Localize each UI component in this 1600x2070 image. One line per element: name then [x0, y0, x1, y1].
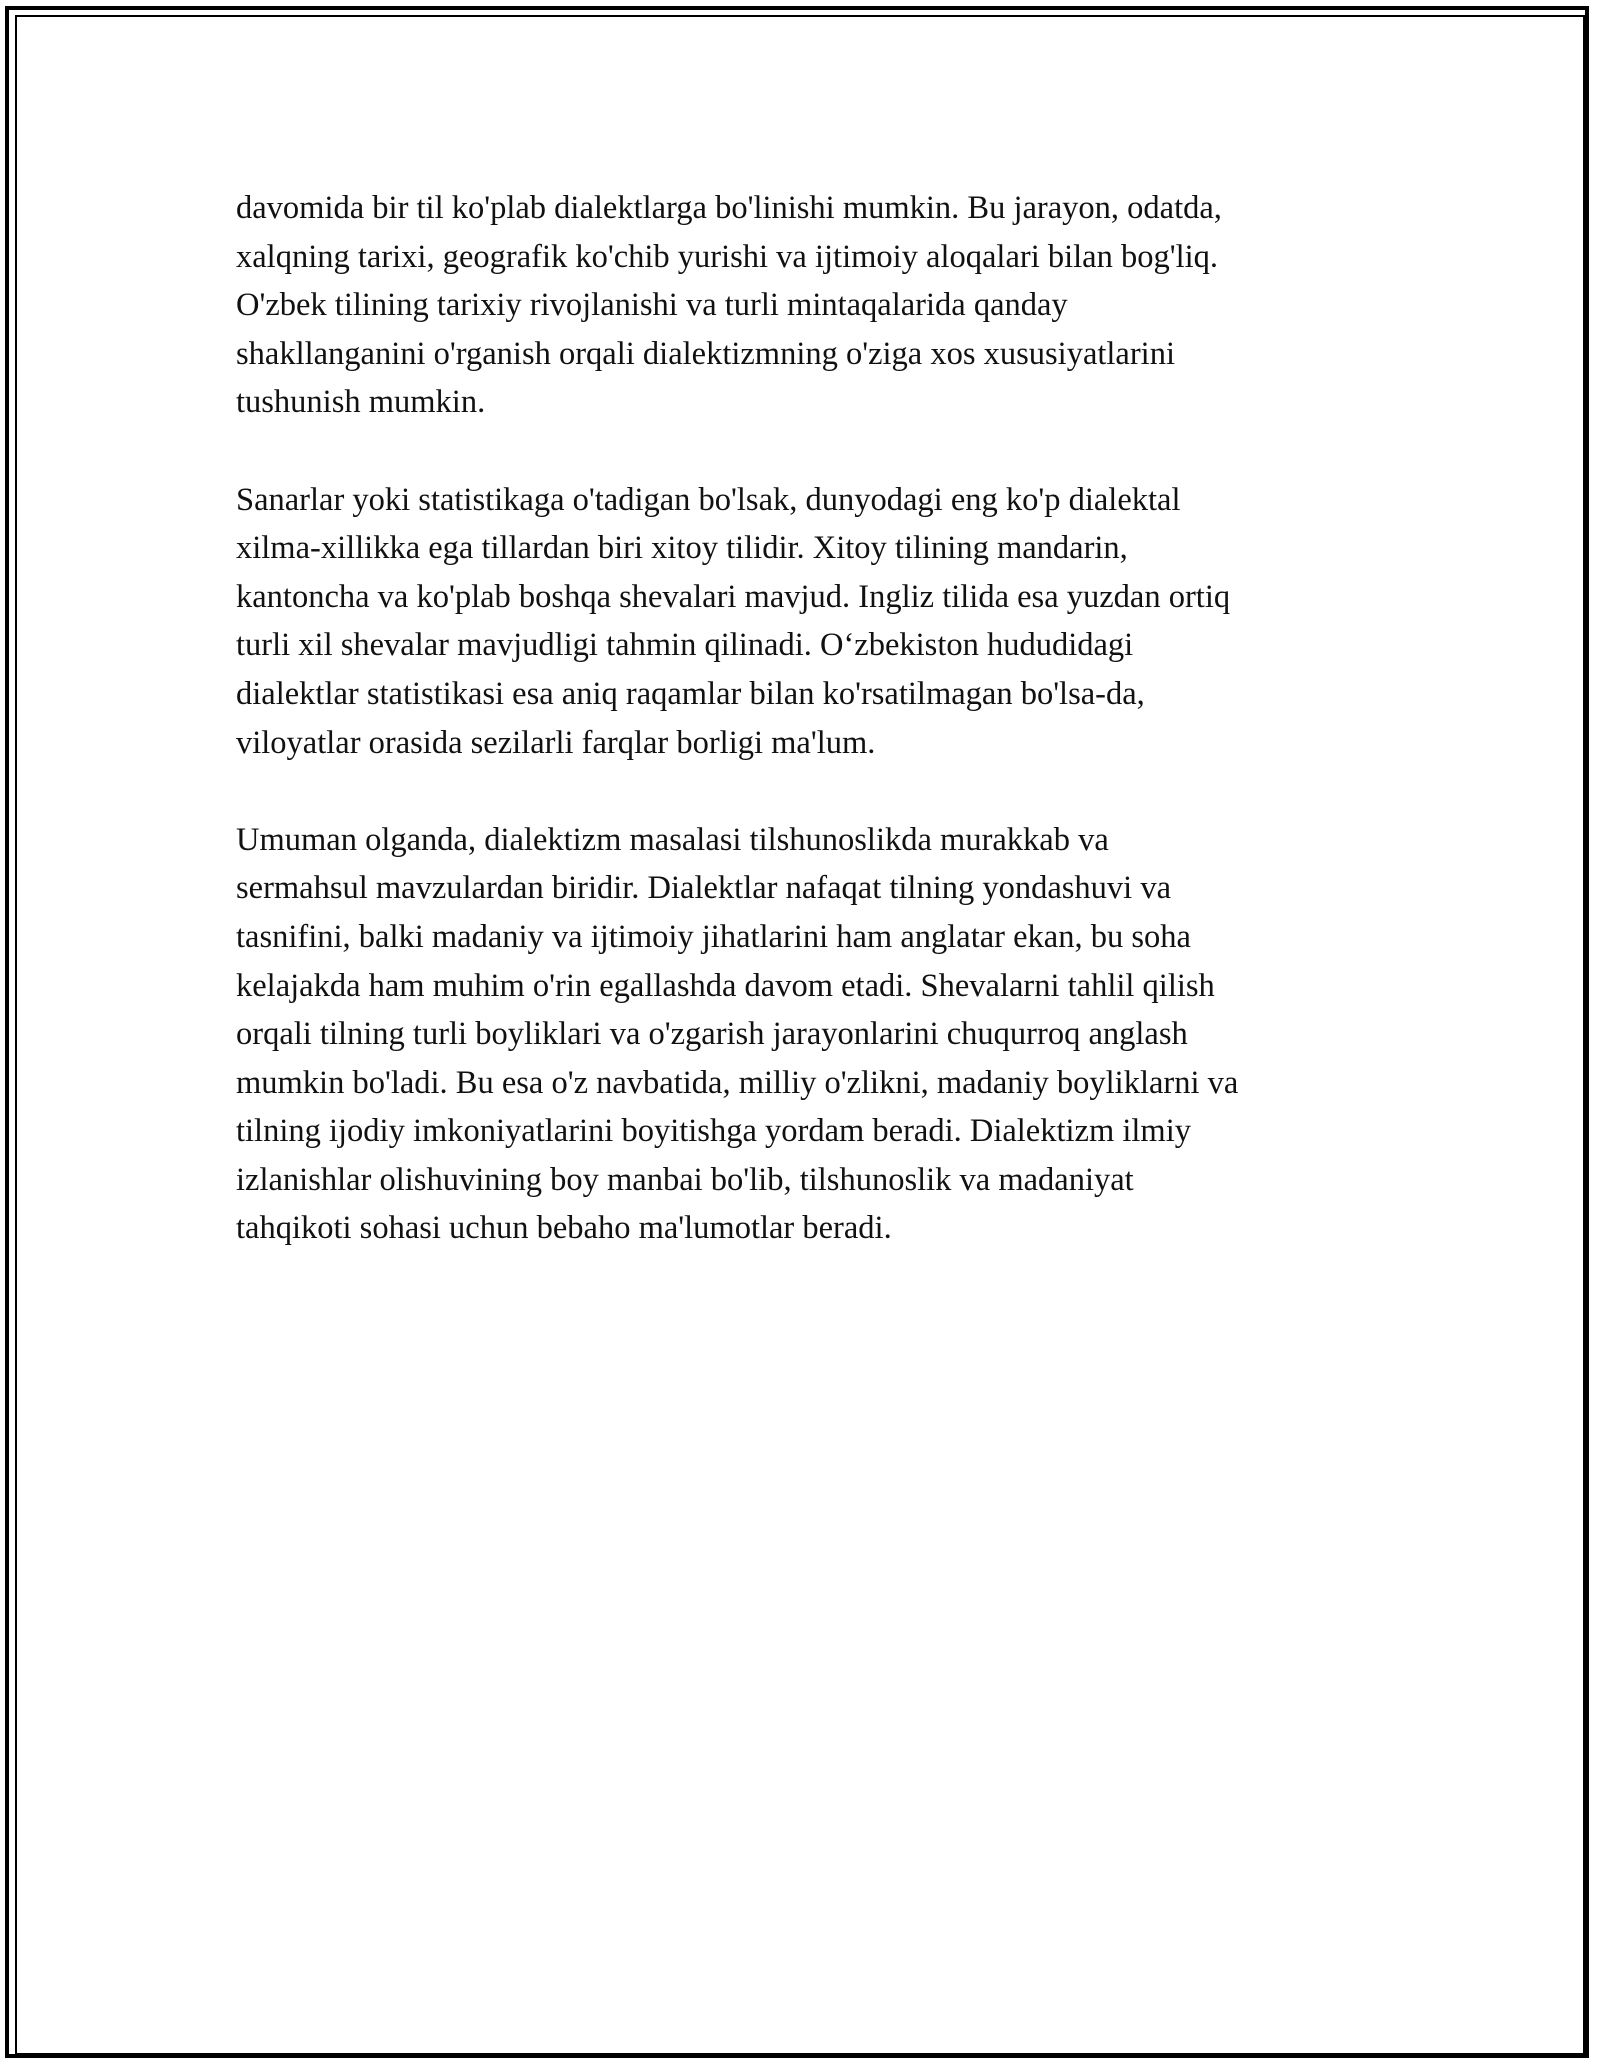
text-line: xilma-xillikka ega tillardan biri xitoy tilidir. Xitoy tilining mandarin, — [236, 530, 1128, 567]
paragraph-3 — [236, 816, 1386, 1253]
text-line: kelajakda ham muhim o'rin egallashda davom etadi. Shevalarni tahlil qilish — [236, 967, 1215, 1004]
text-line: izlanishlar olishuvining boy manbai bo'lib, tilshunoslik va madaniyat — [236, 1161, 1134, 1198]
text-line: shakllanganini o'rganish orqali dialektizmning o'ziga xos xususiyatlarini — [236, 335, 1175, 372]
document-body — [236, 184, 1386, 1253]
text-line: mumkin bo'ladi. Bu esa o'z navbatida, milliy o'zlikni, madaniy boyliklarni va — [236, 1064, 1239, 1101]
text-line: viloyatlar orasida sezilarli farqlar borligi ma'lum. — [236, 724, 876, 761]
text-line: dialektlar statistikasi esa aniq raqamlar bilan ko'rsatilmagan bo'lsa-da, — [236, 675, 1145, 712]
text-line: tushunish mumkin. — [236, 384, 486, 421]
text-line: tasnifini, balki madaniy va ijtimoiy jihatlarini ham anglatar ekan, bu soha — [236, 918, 1191, 955]
text-line: tilning ijodiy imkoniyatlarini boyitishga yordam beradi. Dialektizm ilmiy — [236, 1113, 1191, 1150]
text-line: kantoncha va ko'plab boshqa shevalari mavjud. Ingliz tilida esa yuzdan ortiq — [236, 578, 1231, 615]
text-line: xalqning tarixi, geografik ko'chib yurishi va ijtimoiy aloqalari bilan bog'liq. — [236, 238, 1218, 275]
paragraph-2 — [236, 476, 1386, 768]
text-line: turli xil shevalar mavjudligi tahmin qilinadi. O‘zbekiston hududidagi — [236, 627, 1134, 664]
text-line: O'zbek tilining tarixiy rivojlanishi va turli mintaqalarida qanday — [236, 287, 1068, 324]
text-line: davomida bir til ko'plab dialektlarga bo'linishi mumkin. Bu jarayon, odatda, — [236, 190, 1222, 226]
text-line: sermahsul mavzulardan biridir. Dialektlar nafaqat tilning yondashuvi va — [236, 870, 1172, 907]
text-line: Umuman olganda, dialektizm masalasi tilshunoslikda murakkab va — [236, 821, 1109, 858]
text-line: tahqikoti sohasi uchun bebaho ma'lumotlar beradi. — [236, 1210, 892, 1247]
paragraph-1 — [236, 184, 1386, 427]
text-line: orqali tilning turli boyliklari va o'zgarish jarayonlarini chuqurroq anglash — [236, 1016, 1188, 1053]
text-line: Sanarlar yoki statistikaga o'tadigan bo'lsak, dunyodagi eng ko'p dialektal — [236, 481, 1181, 518]
